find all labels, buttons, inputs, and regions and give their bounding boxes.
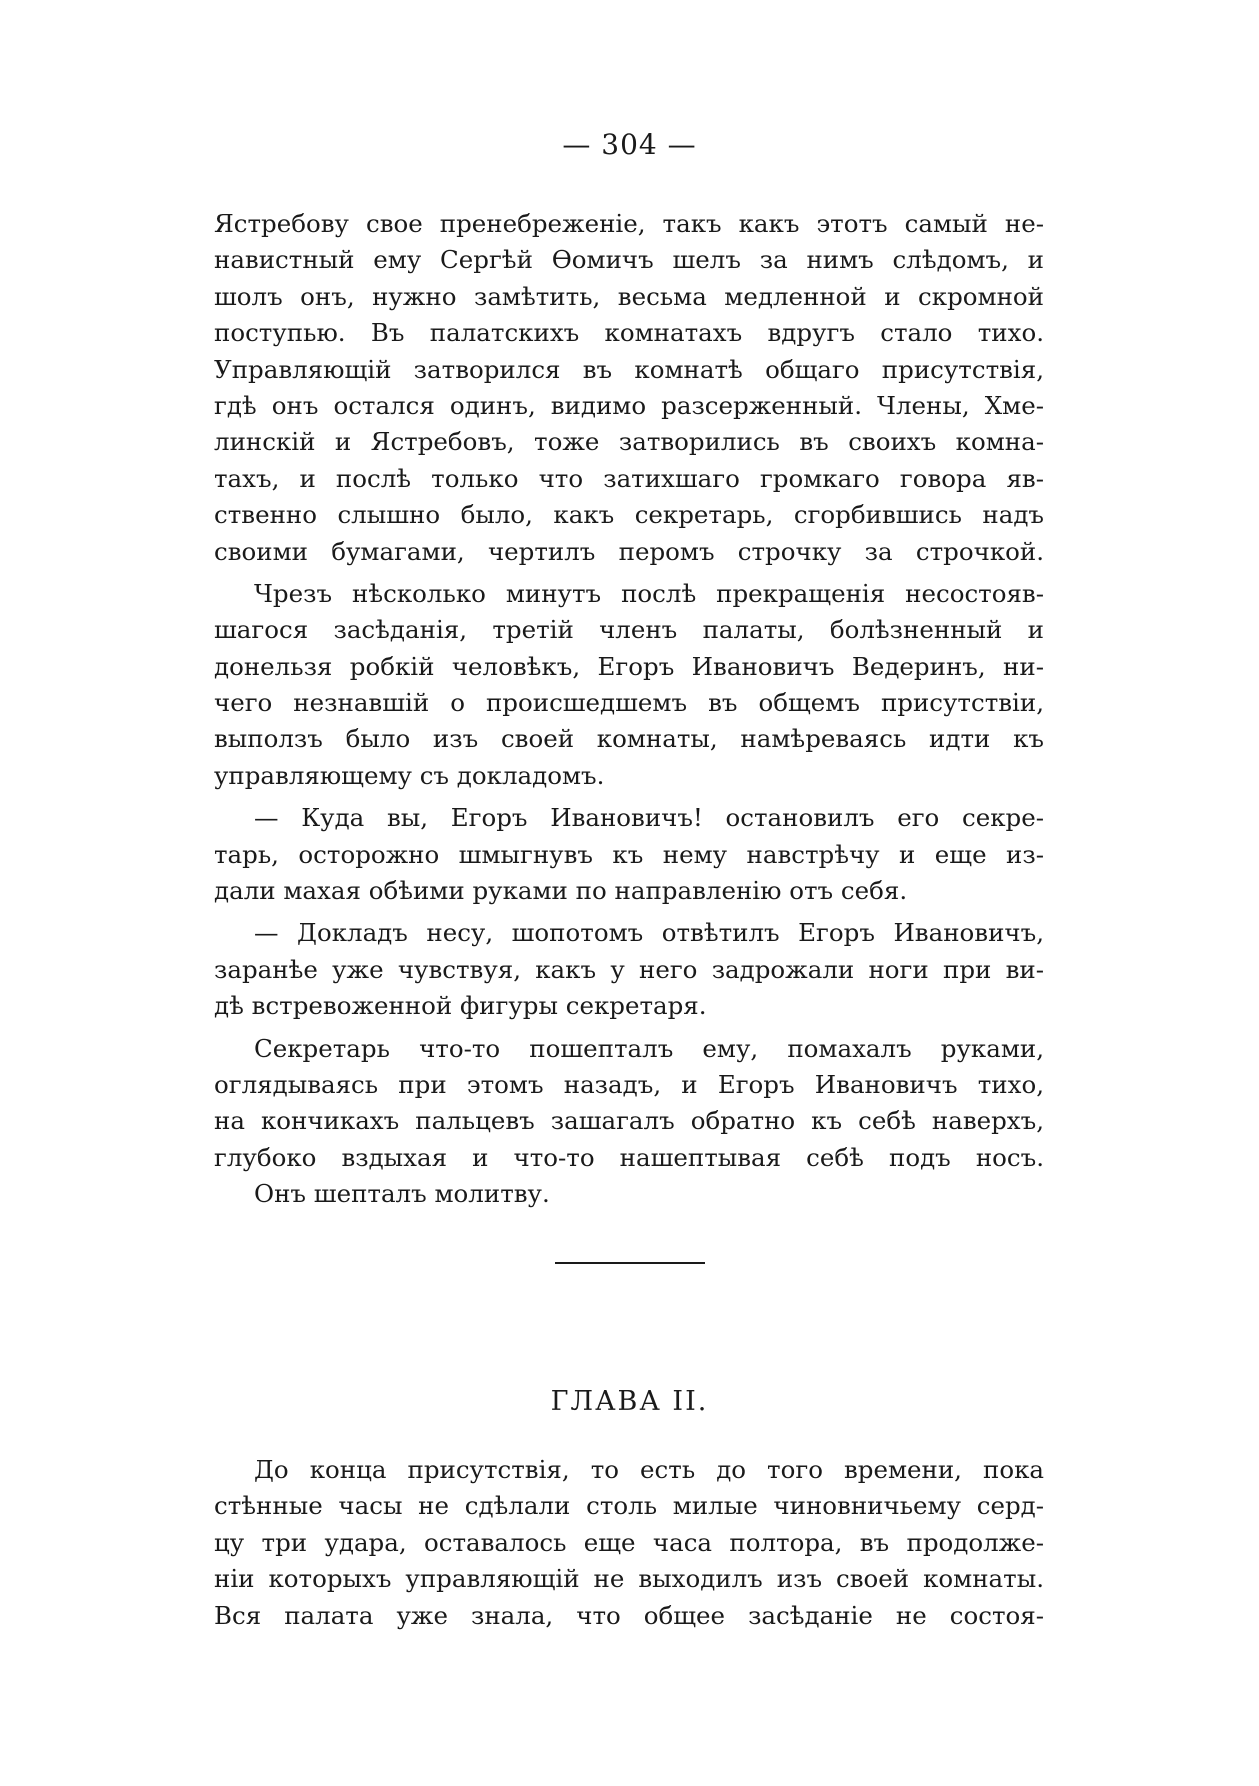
- text-line: линскій и Ястребовъ, тоже затворились въ своихъ комна-: [214, 427, 1044, 457]
- text-line: на кончикахъ пальцевъ зашагалъ обратно къ себѣ наверхъ,: [214, 1106, 1044, 1136]
- paragraph-3: [214, 800, 1044, 909]
- text-line: оглядываясь при этомъ назадъ, и Егоръ Ивановичъ тихо,: [214, 1069, 1044, 1099]
- text-line: донельзя робкій человѣкъ, Егоръ Ивановичъ Ведеринъ, ни-: [214, 651, 1044, 681]
- text-line: дѣ встревоженной фигуры секретаря.: [214, 991, 707, 1021]
- paragraph-5: [214, 1031, 1044, 1213]
- text-line: тахъ, и послѣ только что затихшаго громкаго говора яв-: [214, 463, 1044, 493]
- chapter-title: ГЛАВА II.: [550, 1386, 709, 1417]
- text-before-chapter: [214, 206, 1044, 1213]
- text-line: шагося засѣданія, третій членъ палаты, болѣзненный и: [214, 615, 1044, 645]
- section-divider: [555, 1262, 705, 1264]
- text-line: цу три удара, оставалось еще часа полтора, въ продолже-: [214, 1527, 1044, 1557]
- text-after-chapter: [214, 1452, 1044, 1634]
- paragraph-1: [214, 206, 1044, 570]
- text-line: тарь, осторожно шмыгнувъ къ нему навстрѣчу и еще из-: [214, 839, 1044, 869]
- text-line: глубоко вздыхая и что-то нашептывая себѣ подъ носъ.: [214, 1142, 1044, 1172]
- text-line: чего незнавшій о происшедшемъ въ общемъ присутствіи,: [214, 688, 1044, 718]
- text-line: Секретарь что-то пошепталъ ему, помахалъ руками,: [254, 1033, 1044, 1063]
- text-line: управляющему съ докладомъ.: [214, 760, 605, 790]
- text-line: Чрезъ нѣсколько минутъ послѣ прекращенія несостояв-: [254, 578, 1044, 608]
- paragraph-4: [214, 915, 1044, 1024]
- text-line: дали махая обѣими руками по направленію отъ себя.: [214, 876, 908, 906]
- text-line: своими бумагами, чертилъ перомъ строчку за строчкой.: [214, 536, 1044, 566]
- page-number: — 304 —: [562, 128, 697, 161]
- text-line: ніи которыхъ управляющій не выходилъ изъ своей комнаты.: [214, 1564, 1044, 1594]
- text-line: — Докладъ несу, шопотомъ отвѣтилъ Егоръ Ивановичъ,: [254, 918, 1044, 948]
- text-line: заранѣе уже чувствуя, какъ у него задрожали ноги при ви-: [214, 954, 1044, 984]
- text-line: ственно слышно было, какъ секретарь, сгорбившись надъ: [214, 500, 1044, 530]
- text-line: выползъ было изъ своей комнаты, намѣреваясь идти къ: [214, 724, 1044, 754]
- text-line: Ястребову свое пренебреженіе, такъ какъ этотъ самый не-: [214, 209, 1044, 238]
- paragraph-2: [214, 576, 1044, 794]
- text-line: — Куда вы, Егоръ Ивановичъ! остановилъ его секре-: [254, 803, 1044, 833]
- text-line: Вся палата уже знала, что общее засѣданіе не состоя-: [214, 1600, 1044, 1630]
- text-line: поступью. Въ палатскихъ комнатахъ вдругъ стало тихо.: [214, 318, 1044, 348]
- paragraph-6: [214, 1452, 1044, 1634]
- text-line: До конца присутствія, то есть до того времени, пока: [254, 1455, 1044, 1484]
- text-line: стѣнные часы не сдѣлали столь милые чиновничьему серд-: [214, 1491, 1044, 1521]
- text-line: шолъ онъ, нужно замѣтить, весьма медленной и скромной: [214, 281, 1044, 311]
- text-line: Онъ шепталъ молитву.: [254, 1179, 550, 1209]
- text-line: гдѣ онъ остался одинъ, видимо разсерженный. Члены, Хме-: [214, 390, 1044, 420]
- text-line: навистный ему Сергѣй Ѳомичъ шелъ за нимъ слѣдомъ, и: [214, 245, 1044, 275]
- text-line: Управляющій затворился въ комнатѣ общаго присутствія,: [214, 354, 1044, 384]
